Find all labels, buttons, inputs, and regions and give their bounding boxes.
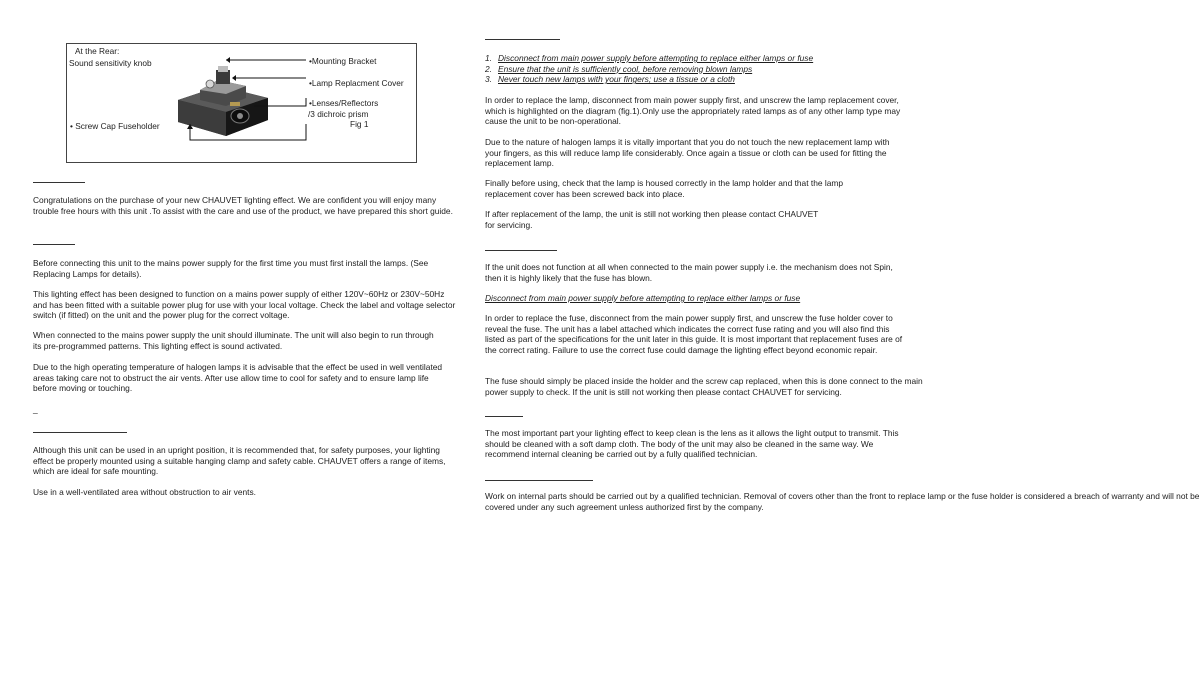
safety-note: 3. Never touch new lamps with your fingers; use a tissue or a cloth [485,74,735,85]
fig-label-rear-title: At the Rear: [75,46,120,56]
heading-rule-cleaning [485,416,523,417]
fig-label-fuseholder: • Screw Cap Fuseholder [70,121,160,131]
fig-label-prism: /3 dichroic prism [308,109,369,119]
heading-rule-introduction [33,182,85,183]
fuse-paragraph-2: In order to replace the fuse, disconnect from the main power supply first, and unscrew the fuse holder cover to reveal the fuse. The unit has a label attached which indicates the correct fuse rating and you will also find this listed as part of the specifications for the unit later in this guide. It is most important that replacement fuses are of the correct rating. Failure to use the correct fuse could damage the lighting effect beyond economic repair. [485,313,903,355]
fig-label-lenses: •Lenses/Reflectors [309,98,379,108]
warranty-paragraph: Work on internal parts should be carried out by a qualified technician. Removal of covers other than the front to replace lamp or the fuse holder is considered a breach of warranty and will not be covered under any such agreement unless authorized first by the company. [485,491,1199,512]
lamp-paragraph-2: Due to the nature of halogen lamps it is vitally important that you do not touch the new replacement lamp with your fingers, as this will reduce lamp life considerably. Once again a tissue or cloth can be used for fitting the replacement lamp. [485,137,890,169]
before-use-paragraph-2: This lighting effect has been designed to function on a mains power supply of either 120V~60Hz or 230V~50Hz and has been fitted with a suitable power plug for use with your local voltage. Check the label and voltage selector switch (if fitted) on the unit and the power plug for the correct voltage. [33,289,456,321]
stray-dash: _ [33,404,38,414]
safety-note: 2. Ensure that the unit is sufficiently cool, before removing blown lamps [485,63,753,74]
heading-rule-warranty [485,480,593,481]
fig-label-mounting-bracket: •Mounting Bracket [309,56,377,66]
lamp-safety-notes [485,53,925,85]
heading-rule-replacing-fuse [485,250,557,251]
fig-label-sound-knob: Sound sensitivity knob [69,58,152,68]
heading-rule-before-use [33,244,75,245]
lamp-paragraph-3: Finally before using, check that the lamp is housed correctly in the lamp holder and that the lamp replacement cover has been screwed back into place. [485,178,843,199]
mounting-paragraph-2: Use in a well-ventilated area without obstruction to air vents. [33,487,256,497]
before-use-paragraph-1: Before connecting this unit to the mains power supply for the first time you must first install the lamps. (See Replacing Lamps for details). [33,258,429,279]
mounting-paragraph-1: Although this unit can be used in an upright position, it is recommended that, for safety purposes, your lighting effect be properly mounted using a suitable hanging clamp and safety cable. CHAUVET offers a range of items, which are ideal for safe mounting. [33,445,446,477]
heading-rule-replacing-lamps [485,39,560,40]
before-use-paragraph-3: When connected to the mains power supply the unit should illuminate. The unit will also begin to run through its pre-programmed patterns. This lighting effect is sound activated. [33,330,434,351]
lighting-unit-illustration [160,50,320,150]
fig-label-fig-number: Fig 1 [350,119,369,129]
fuse-paragraph-3: The fuse should simply be placed inside the holder and the screw cap replaced, when this is done connect to the main power supply to check. If the unit is still not working then please contact CHAUVET for servicing. [485,376,923,397]
fig-label-lamp-cover: •Lamp Replacment Cover [309,78,404,88]
lamp-paragraph-4: If after replacement of the lamp, the unit is still not working then please contact CHAUVET for servicing. [485,209,819,230]
before-use-paragraph-4: Due to the high operating temperature of halogen lamps it is advisable that the effect be used in well ventilated areas taking care not to obstruct the air vents. After use allow time to cool for safety and to ensure lamp life before moving or touching. [33,362,443,394]
fuse-warning: Disconnect from main power supply before attempting to replace either lamps or fuse [485,293,801,303]
fuse-paragraph-1: If the unit does not function at all when connected to the main power supply i.e. the mechanism does not Spin, then it is highly likely that the fuse has blown. [485,262,893,283]
safety-note: 1. Disconnect from main power supply before attempting to replace either lamps or fuse [485,53,814,63]
intro-paragraph: Congratulations on the purchase of your new CHAUVET lighting effect. We are confident you will enjoy many trouble free hours with this unit .To assist with the care and use of the product, we have prepared this short guide. [33,195,453,216]
lamp-paragraph-1: In order to replace the lamp, disconnect from main power supply first, and unscrew the lamp replacement cover, which is highlighted on the diagram (fig.1).Only use the appropriately rated lamps as of any other lamp type may cause the unit to be non-operational. [485,95,901,127]
heading-rule-mounting [33,432,127,433]
cleaning-paragraph: The most important part your lighting effect to keep clean is the lens as it allows the light output to transmit. This should be cleaned with a soft damp cloth. The body of the unit may also be cleaned in the same way. We recommend internal cleaning be carried out by a fully qualified technician. [485,428,899,460]
